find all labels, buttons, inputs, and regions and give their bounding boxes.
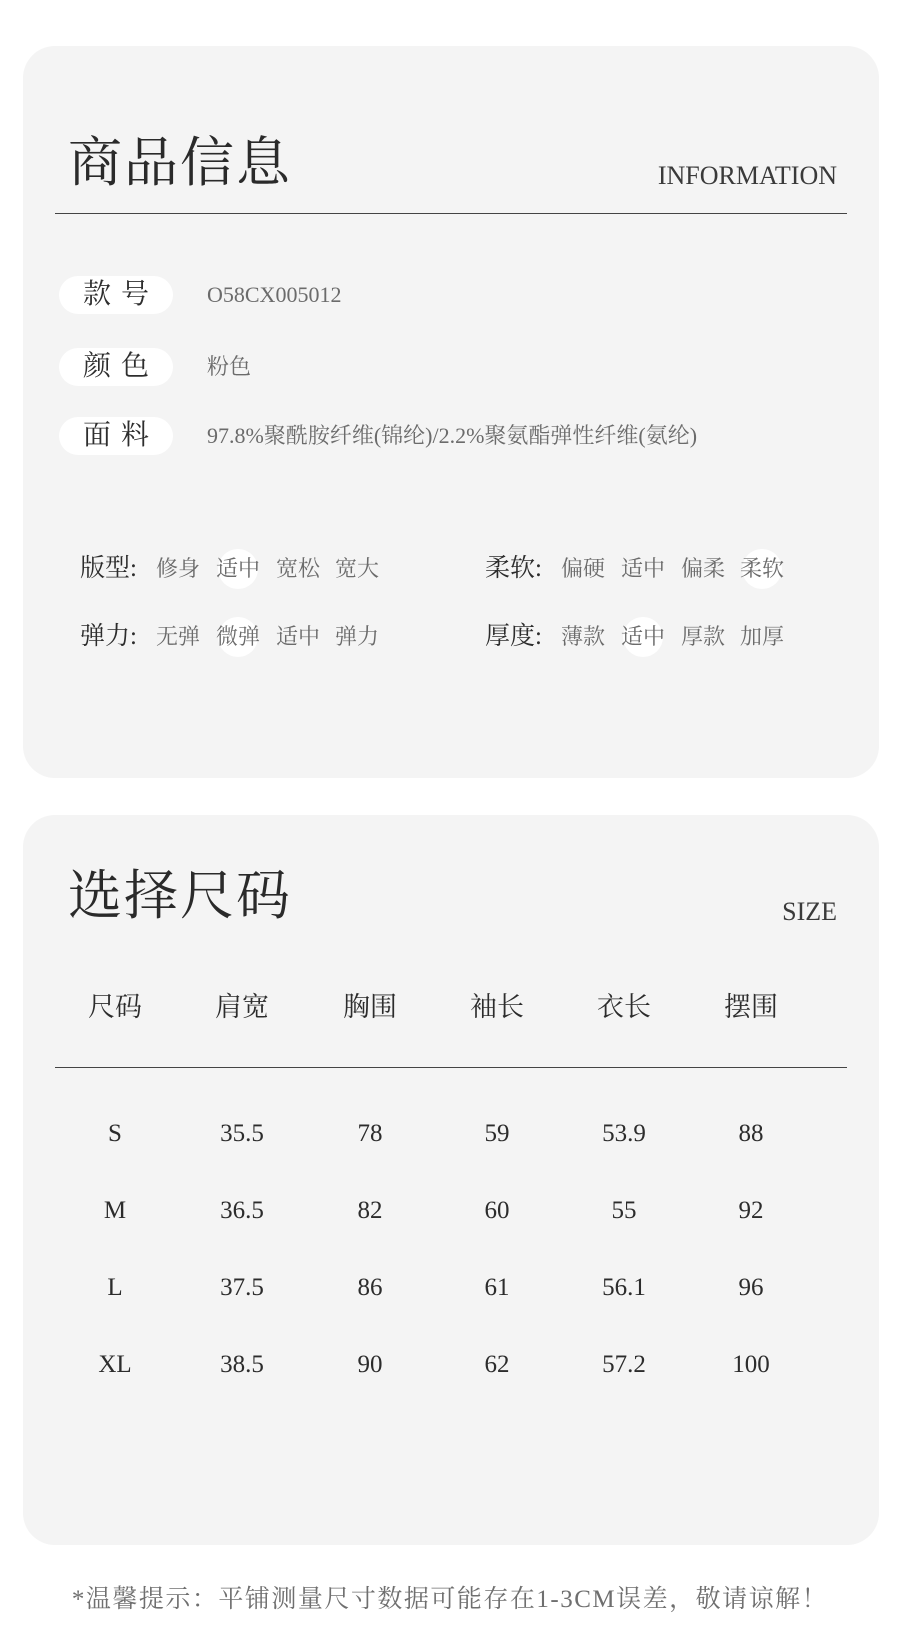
color-label: 颜色 (59, 348, 173, 386)
attribute-option-selected: 柔软 (736, 550, 788, 588)
style-number-value: O58CX005012 (207, 282, 342, 307)
info-title-en: INFORMATION (657, 161, 837, 190)
size-table-divider (55, 1067, 847, 1068)
size-value-cell: 90 (357, 1351, 383, 1378)
size-value-cell: 35.5 (220, 1120, 264, 1147)
size-value-cell: 78 (357, 1120, 383, 1147)
size-chart-card (23, 815, 879, 1545)
column-header: 衣长 (597, 992, 651, 1022)
size-label-cell: S (108, 1120, 122, 1147)
size-value-cell: 88 (738, 1120, 764, 1147)
size-value-cell: 56.1 (602, 1274, 646, 1301)
size-value-cell: 59 (484, 1120, 510, 1147)
size-value-cell: 100 (732, 1351, 770, 1378)
attribute-option: 厚款 (680, 624, 725, 649)
attribute-option-selected: 适中 (212, 550, 264, 588)
color-value: 粉色 (207, 354, 252, 379)
fabric-value: 97.8%聚酰胺纤维(锦纶)/2.2%聚氨酯弹性纤维(氨纶) (207, 423, 698, 448)
attribute-label: 弹力: (80, 623, 137, 650)
attribute-label: 柔软: (485, 555, 542, 582)
size-value-cell: 82 (357, 1197, 383, 1224)
info-divider (55, 213, 847, 214)
size-value-cell: 92 (738, 1197, 764, 1224)
size-label-cell: L (107, 1274, 123, 1301)
attribute-option: 偏硬 (560, 556, 605, 581)
attribute-option: 薄款 (560, 624, 605, 649)
attribute-option: 宽大 (334, 556, 379, 581)
column-header: 尺码 (88, 992, 142, 1022)
style-number-label: 款号 (59, 276, 173, 314)
size-value-cell: 60 (484, 1197, 510, 1224)
info-title: 商品信息 (68, 133, 292, 193)
size-title-en: SIZE (782, 897, 837, 926)
attribute-option-selected: 微弹 (212, 618, 264, 656)
size-value-cell: 62 (484, 1351, 510, 1378)
size-value-cell: 86 (357, 1274, 383, 1301)
size-value-cell: 38.5 (220, 1351, 264, 1378)
attribute-option: 弹力 (334, 624, 379, 649)
attribute-option: 宽松 (275, 556, 320, 581)
attribute-option: 适中 (275, 624, 320, 649)
column-header: 肩宽 (215, 992, 269, 1022)
product-info-card (23, 46, 879, 778)
attribute-option: 无弹 (155, 624, 200, 649)
size-value-cell: 37.5 (220, 1274, 264, 1301)
size-value-cell: 53.9 (602, 1120, 646, 1147)
column-header: 袖长 (470, 992, 524, 1022)
size-value-cell: 61 (484, 1274, 510, 1301)
size-value-cell: 55 (611, 1197, 637, 1224)
measurement-note: *温馨提示：平铺测量尺寸数据可能存在1-3CM误差，敬请谅解！ (71, 1586, 829, 1613)
size-value-cell: 36.5 (220, 1197, 264, 1224)
attribute-option: 适中 (620, 556, 665, 581)
size-value-cell: 57.2 (602, 1351, 646, 1378)
column-header: 胸围 (343, 992, 397, 1022)
size-label-cell: M (103, 1197, 127, 1224)
attribute-label: 厚度: (485, 623, 542, 650)
attribute-label: 版型: (80, 555, 137, 582)
attribute-option: 修身 (155, 556, 200, 581)
attribute-option-selected: 适中 (617, 618, 669, 656)
size-value-cell: 96 (738, 1274, 764, 1301)
column-header: 摆围 (724, 992, 778, 1022)
size-label-cell: XL (98, 1351, 132, 1378)
fabric-label: 面料 (59, 417, 173, 455)
attribute-option: 加厚 (739, 624, 784, 649)
attribute-option: 偏柔 (680, 556, 725, 581)
size-title: 选择尺码 (68, 866, 292, 926)
